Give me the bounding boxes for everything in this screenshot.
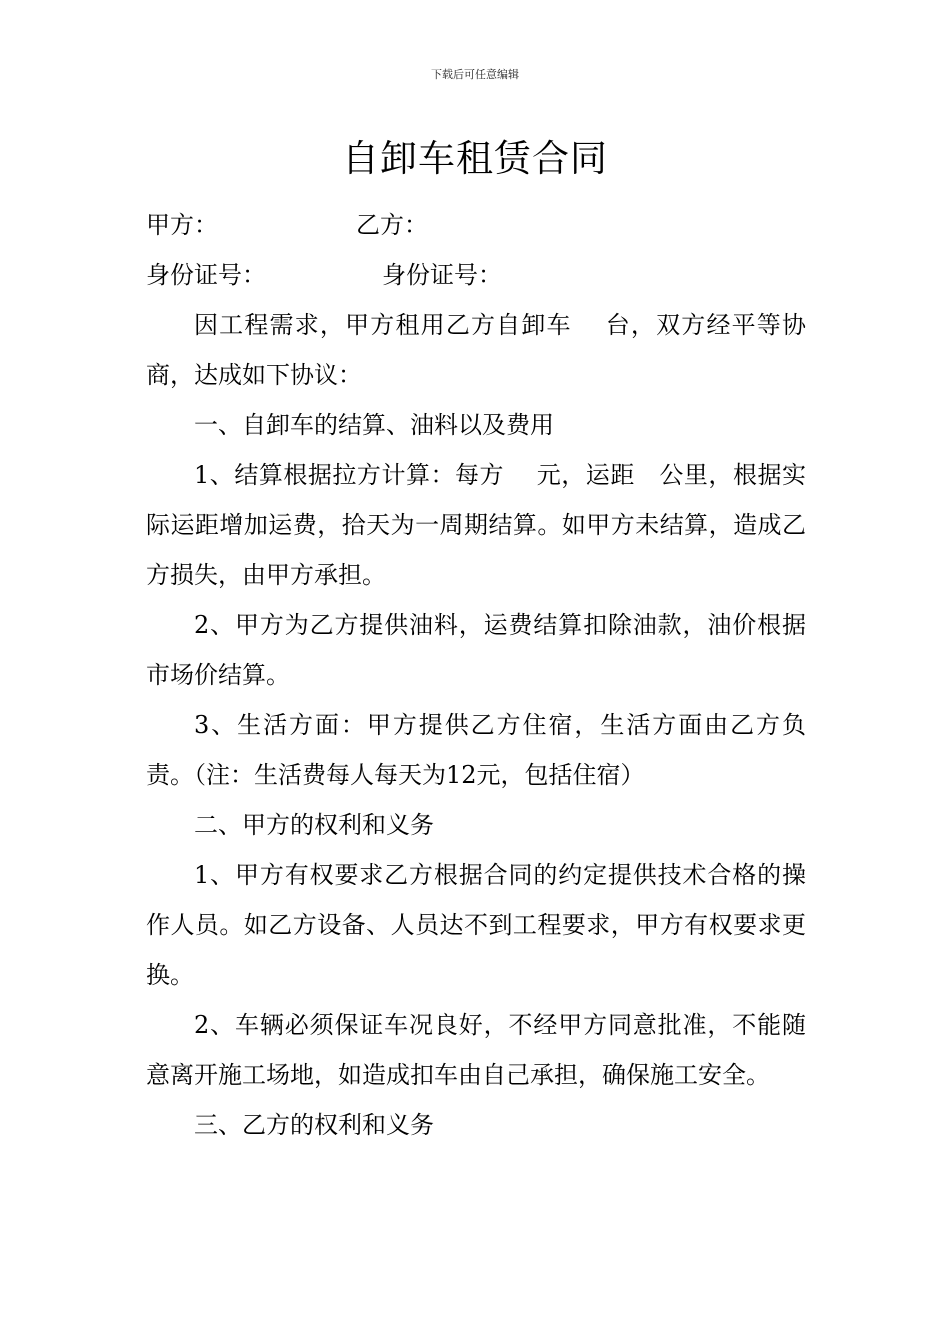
party-b-label: 乙方： (356, 211, 428, 239)
section-heading-3: 三、乙方的权利和义务 (194, 1111, 434, 1139)
clause-2-2: 2、车辆必须保证车况良好，不经甲方同意批准，不能随意离开施工场地，如造成扣车由自己承担，确保施工安全。 (146, 1011, 806, 1089)
header-note: 下载后可任意编辑 (431, 68, 519, 81)
section-heading-1: 一、自卸车的结算、油料以及费用 (194, 411, 554, 439)
party-a-label: 甲方： (146, 211, 218, 239)
clause-1-2: 2、甲方为乙方提供油料，运费结算扣除油款，油价根据市场价结算。 (146, 611, 806, 689)
id-row (146, 250, 806, 300)
clause-1-3: 3、生活方面：甲方提供乙方住宿，生活方面由乙方负责。（注：生活费每人每天为12元，包括住宿） (146, 711, 806, 789)
section-heading-2: 二、甲方的权利和义务 (194, 811, 434, 839)
clause-2-1: 1、甲方有权要求乙方根据合同的约定提供技术合格的操作人员。如乙方设备、人员达不到工程要求，甲方有权要求更换。 (146, 861, 806, 989)
intro-paragraph: 因工程需求，甲方租用乙方自卸车 台，双方经平等协商，达成如下协议： (146, 311, 806, 389)
contract-body (146, 200, 806, 1150)
id-b-label: 身份证号： (382, 261, 502, 289)
id-a-label: 身份证号： (146, 261, 266, 289)
document-title: 自卸车租赁合同 (342, 137, 608, 180)
clause-1-1: 1、结算根据拉方计算：每方 元，运距 公里，根据实际运距增加运费，拾天为一周期结算。如甲方未结算，造成乙方损失，由甲方承担。 (146, 461, 806, 589)
party-row (146, 200, 806, 250)
